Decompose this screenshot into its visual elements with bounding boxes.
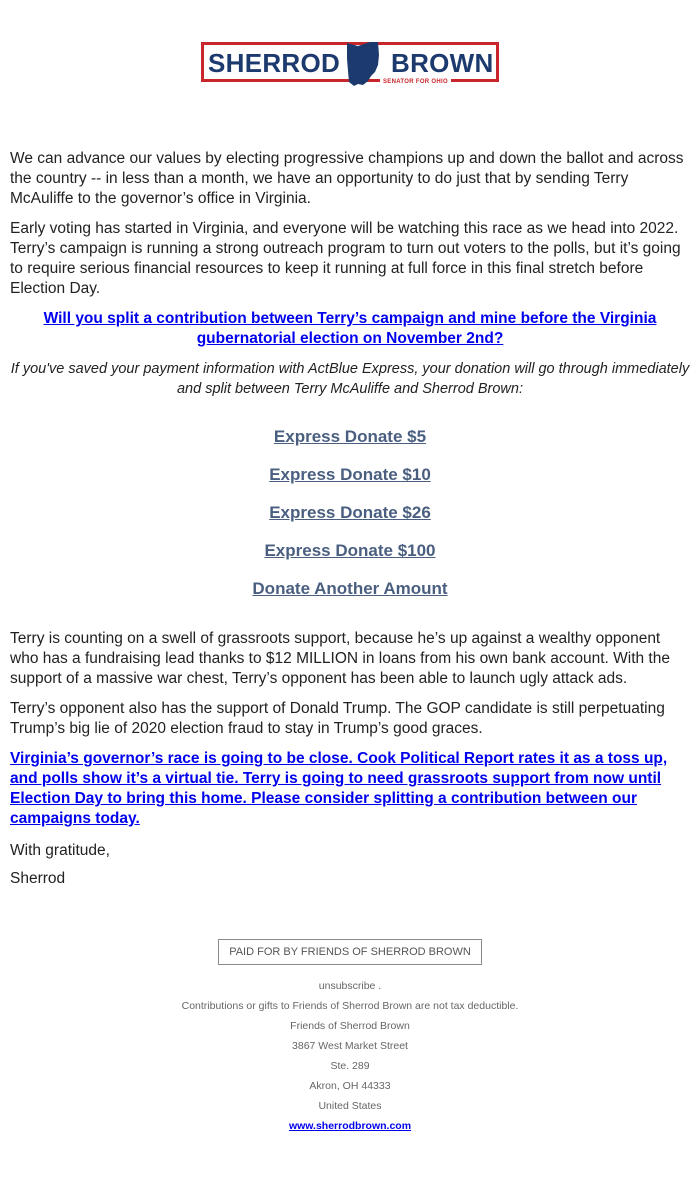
website-link[interactable]: www.sherrodbrown.com [288, 1120, 412, 1132]
signature: Sherrod [10, 870, 66, 887]
tax-disclaimer: Contributions or gifts to Friends of Sherrod Brown are not tax deductible. [181, 1000, 519, 1012]
express-donate-10-button[interactable]: Express Donate $10 [269, 465, 431, 484]
header-logo-area [0, 38, 700, 90]
express-donate-5-button[interactable]: Express Donate $5 [273, 427, 427, 446]
express-donate-26-button[interactable]: Express Donate $26 [269, 503, 431, 522]
donate-100-row [0, 540, 700, 562]
logo-last-name: BROWN [391, 48, 494, 78]
unsubscribe-link[interactable]: unsubscribe . [318, 980, 382, 992]
body-paragraph-3: Terry is counting on a swell of grassroots support, because he’s up against a wealthy opponent who has a fundraising lead thanks to $12 MILLION in loans from his own bank account. With the support of a massive war chest, Terry’s opponent has been able to launch ugly attack ads. [10, 630, 670, 687]
logo-subtitle: SENATOR FOR OHIO [380, 79, 451, 85]
closing-block [10, 749, 690, 829]
donate-26-row [0, 502, 700, 524]
footer-street: 3867 West Market Street [292, 1040, 408, 1052]
intro-paragraph-1: We can advance our values by electing progressive champions up and down the ballot and across the country -- in less than a month, we have an opportunity to do just that by sending Terry McAuliffe to the governor’s office in Virginia. [10, 150, 684, 207]
donate-10-row [0, 464, 700, 486]
body-paragraph-4: Terry’s opponent also has the support of Donald Trump. The GOP candidate is still perpetuating Trump’s big lie of 2020 election fraud to stay in Trump’s good graces. [10, 700, 665, 737]
footer-website-row [0, 1119, 700, 1133]
cta-block [10, 309, 690, 349]
donate-5-row [0, 426, 700, 448]
donate-other-row [0, 578, 700, 600]
express-note: If you've saved your payment information with ActBlue Express, your donation will go through immediately and split between Terry McAuliffe and Sherrod Brown: [10, 361, 690, 397]
footer-suite: Ste. 289 [330, 1060, 370, 1072]
unsubscribe-line [0, 979, 700, 993]
logo-first-name: SHERROD [208, 48, 341, 78]
footer-city: Akron, OH 44333 [309, 1080, 391, 1092]
ohio-state-icon [344, 41, 382, 87]
signoff: With gratitude, [10, 842, 110, 859]
express-donate-100-button[interactable]: Express Donate $100 [264, 541, 436, 560]
intro-paragraph-2: Early voting has started in Virginia, and everyone will be watching this race as we head into 2022. Terry’s campaign is running a strong outreach program to turn out voters to the polls, but it’s going to require serious financial resources to keep it running at full force in this final stretch before Election Day. [10, 220, 681, 297]
campaign-logo [201, 42, 499, 85]
closing-contribution-link[interactable]: Virginia’s governor’s race is going to be close. Cook Political Report rates it as a toss up, and polls show it’s a virtual tie. Terry is going to need grassroots support from now until Election Day to bring this home. Please consider splitting a contribution between our campaigns today. [10, 750, 668, 827]
footer-country: United States [318, 1100, 382, 1112]
split-contribution-link[interactable]: Will you split a contribution between Terry’s campaign and mine before the Virginia gubernatorial election on November 2nd? [43, 310, 657, 347]
donate-another-amount-button[interactable]: Donate Another Amount [252, 579, 448, 598]
paid-for-disclaimer: PAID FOR BY FRIENDS OF SHERROD BROWN [218, 939, 482, 965]
footer-org: Friends of Sherrod Brown [290, 1020, 410, 1032]
